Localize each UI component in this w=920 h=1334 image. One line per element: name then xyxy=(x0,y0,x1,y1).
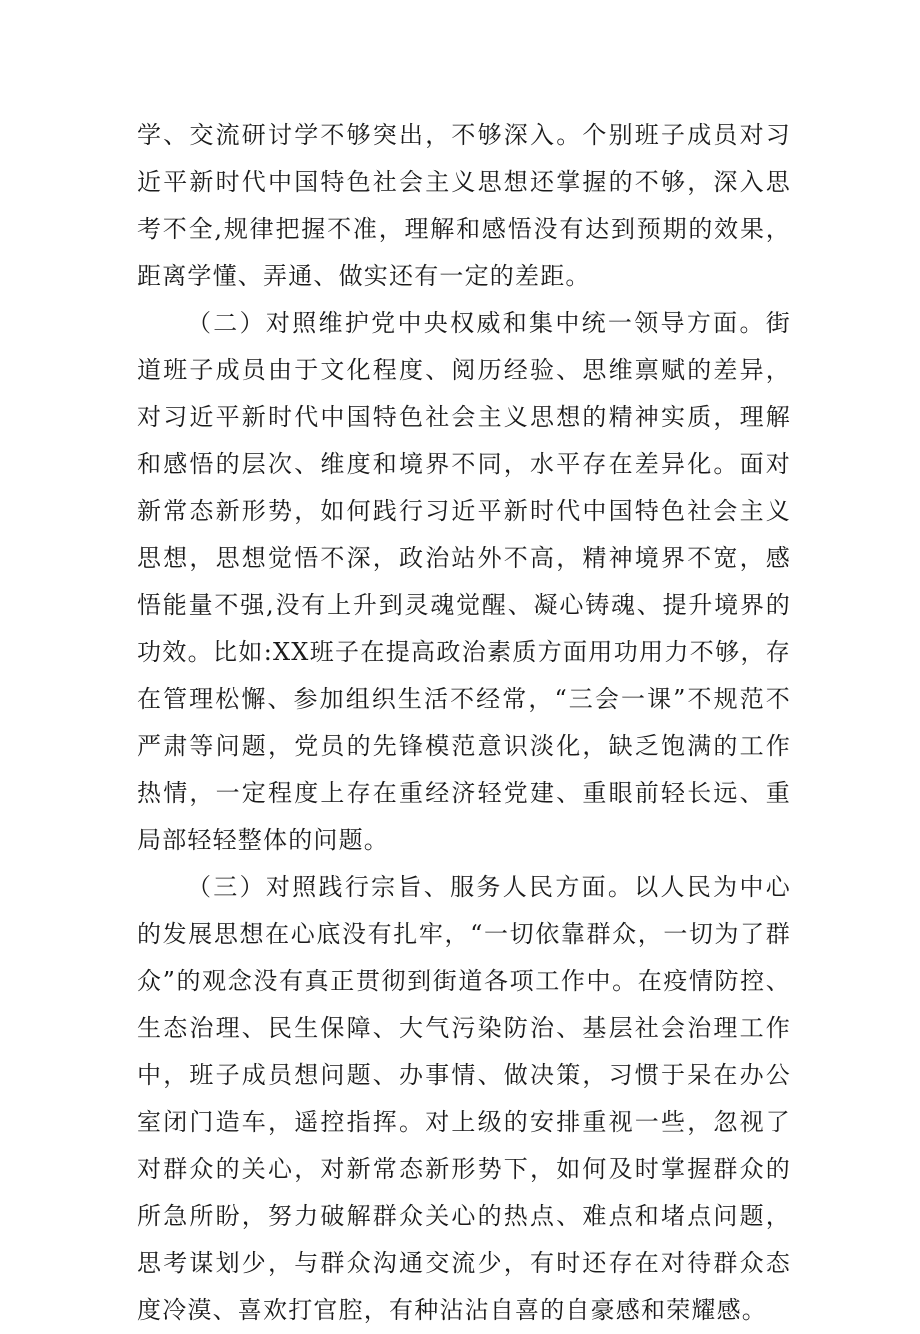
paragraph-continued-study: 学、交流研讨学不够突出，不够深入。个别班子成员对习近平新时代中国特色社会主义思想还掌握的不够，深入思考不全,规律把握不准，理解和感悟没有达到预期的效果，距离学懂、弄通、做实还有一定的差距。 xyxy=(137,121,791,290)
paragraph-section-three: （三）对照践行宗旨、服务人民方面。以人民为中心的发展思想在心底没有扎牢，“一切依靠群众，一切为了群众”的观念没有真正贯彻到街道各项工作中。在疫情防控、生态治理、民生保障、大气污染防治、基层社会治理工作中，班子成员想问题、办事情、做决策，习惯于呆在办公室闭门造车，遥控指挥。对上级的安排重视一些，忽视了对群众的关心，对新常态新形势下，如何及时掌握群众的所急所盼，努力破解群众关心的热点、难点和堵点问题，思考谋划少，与群众沟通交流少，有时还存在对待群众态度冷漠、喜欢打官腔，有种沾沾自喜的自豪感和荣耀感。 xyxy=(137,873,791,1324)
document-body xyxy=(137,112,791,1334)
paragraph-section-two: （二）对照维护党中央权威和集中统一领导方面。街道班子成员由于文化程度、阅历经验、思维禀赋的差异，对习近平新时代中国特色社会主义思想的精神实质，理解和感悟的层次、维度和境界不同，水平存在差异化。面对新常态新形势，如何践行习近平新时代中国特色社会主义思想，思想觉悟不深，政治站外不高，精神境界不宽，感悟能量不强,没有上升到灵魂觉醒、凝心铸魂、提升境界的功效。比如:XX班子在提高政治素质方面用功用力不够，存在管理松懈、参加组织生活不经常，“三会一课”不规范不严肃等问题，党员的先锋模范意识淡化，缺乏饱满的工作热情，一定程度上存在重经济轻党建、重眼前轻长远、重局部轻轻整体的问题。 xyxy=(137,309,791,854)
